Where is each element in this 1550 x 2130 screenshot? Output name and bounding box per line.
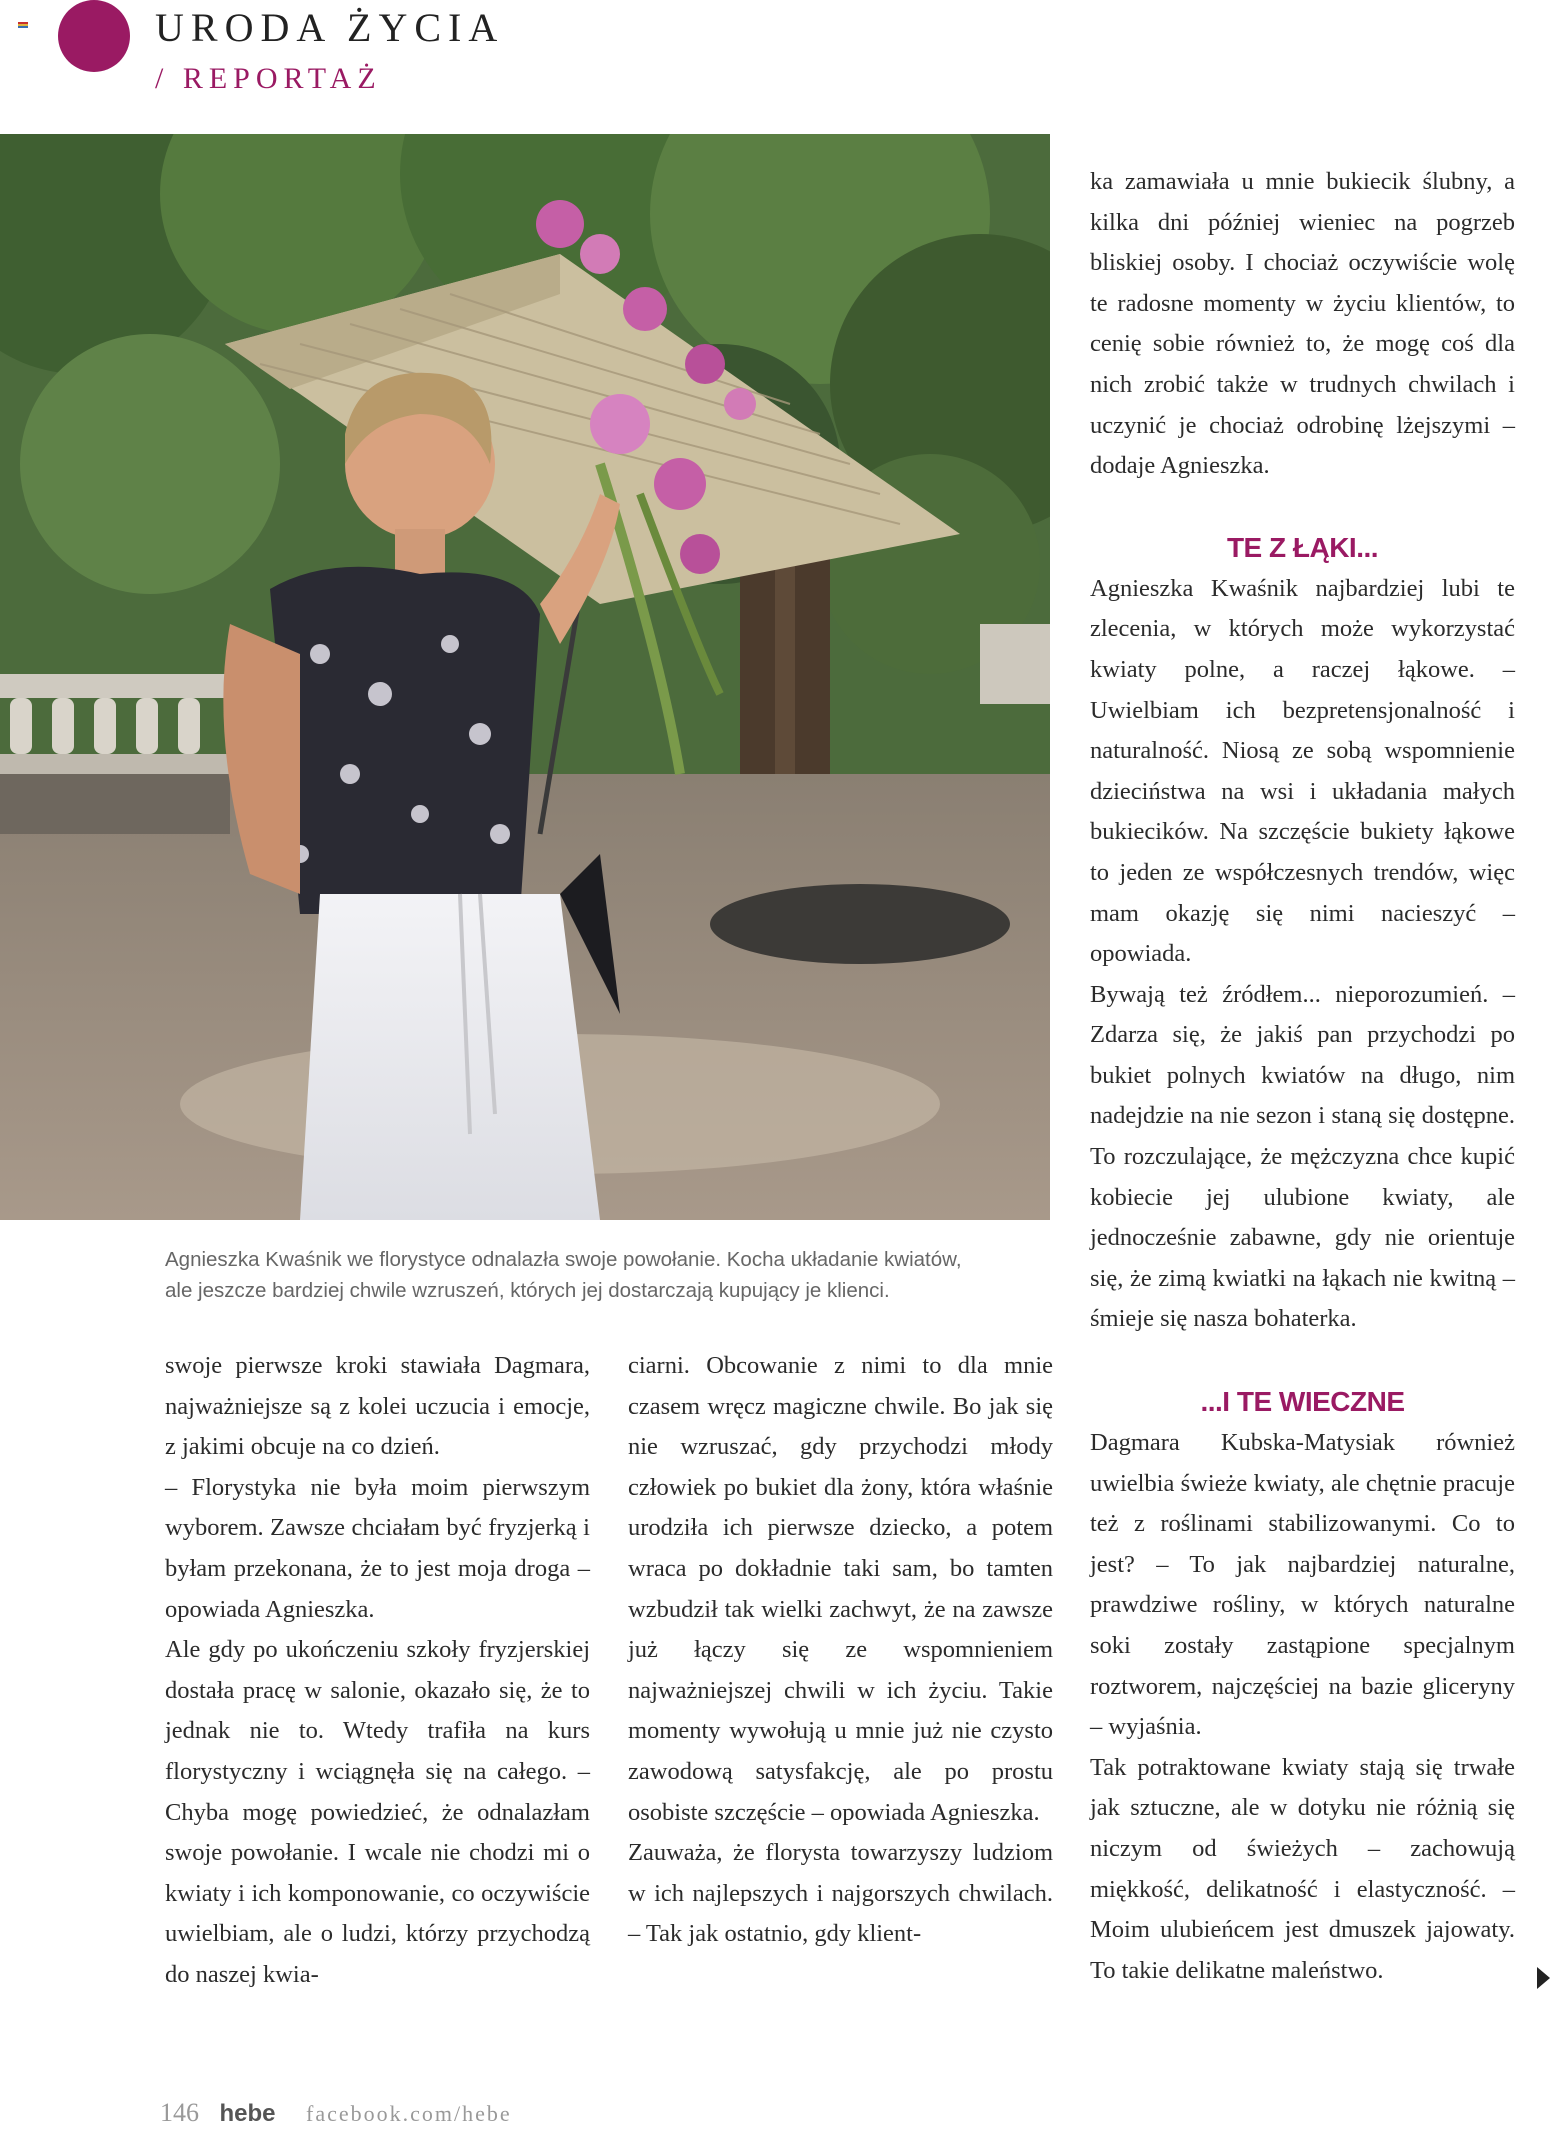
paragraph: Tak potraktowane kwiaty stają się trwałe jak sztuczne, ale w dotyku nie różnią się niczym od świeżych – zachowują miękkość, delikatność i elastyczność. – Moim ulubieńcem jest dmuszek jajowaty. To takie delikatne maleństwo. — [1090, 1753, 1515, 1984]
footer-link[interactable]: facebook.com/hebe — [306, 2101, 512, 2126]
page-number: 146 — [160, 2098, 199, 2127]
article-photo — [0, 134, 1050, 1220]
subheading: ...I TE WIECZNE — [1200, 1386, 1405, 1418]
paragraph: swoje pierwsze kroki stawiała Dagmara, najważniejsze są z kolei uczucia i emocje, z jakimi obcuje na co dzień. — [165, 1352, 590, 1461]
subheading: TE Z ŁĄKI... — [1226, 531, 1379, 563]
paragraph: Agnieszka Kwaśnik najbardziej lubi te zlecenia, w których może wykorzystać kwiaty polne, a raczej łąkowe. – Uwielbiam ich bezpretensjonalność i naturalność. Niosą ze sobą wspomnienie dzieciństwa na wsi i układania małych bukiecików. Na szczęście bukiety łąkowe to jeden ze współczesnych trendów, więc mam okazję się nimi nacieszyć – opowiada. — [1090, 574, 1515, 968]
flag-icon — [18, 22, 28, 28]
paragraph: – Florystyka nie była moim pierwszym wyborem. Zawsze chciałam być fryzjerką i byłam przekonana, że to jest moja droga – opowiada Agnieszka. — [165, 1473, 590, 1623]
paragraph: Ale gdy po ukończeniu szkoły fryzjerskiej dostała pracę w salonie, okazało się, że to jednak nie to. Wtedy trafiła na kurs florystyczny i wciągnęła się na całego. – Chyba mogę powiedzieć, że odnalazłam swoje powołanie. I wcale nie chodzi mi o kwiaty i ich komponowanie, co oczywiście uwielbiam, ale o ludzi, którzy przychodzą do naszej kwia- — [165, 1636, 590, 1988]
page-footer — [160, 2098, 512, 2128]
paragraph: Bywają też źródłem... nieporozumień. – Zdarza się, że jakiś pan przychodzi po bukiet polnych kwiatów na długo, nim nadejdzie na nie sezon i staną się dostępne. To rozczulające, że mężczyzna chce kupić kobiecie jej ulubione kwiaty, ale jednocześnie zabawne, gdy nie orientuje się, że zimą kwiatki na łąkach nie kwitną – śmieje się nasza bohaterka. — [1090, 980, 1515, 1333]
photo-caption — [165, 1244, 1025, 1306]
caption-line: ale jeszcze bardziej chwile wzruszeń, których jej dostarczają kupujący je klienci. — [165, 1279, 890, 1302]
section-title: URODA ŻYCIA — [155, 5, 505, 50]
paragraph: Dagmara Kubska-Matysiak również uwielbia świeże kwiaty, ale chętnie pracuje też z roślinami stabilizowanymi. Co to jest? – To jak najbardziej naturalne, prawdziwe rośliny, w których naturalne soki zostały zastąpione specjalnym roztworem, najczęściej na bazie gliceryny – wyjaśnia. — [1090, 1429, 1515, 1741]
article-column-1 — [165, 1346, 590, 1996]
section-subtitle: / REPORTAŻ — [155, 62, 382, 95]
paragraph: ciarni. Obcowanie z nimi to dla mnie czasem wręcz magiczne chwile. Bo jak się nie wzruszać, gdy przychodzi młody człowiek po bukiet dla żony, która właśnie urodziła ich pierwsze dziecko, a potem wraca po dokładnie taki sam, bo tamten wzbudził tak wielki zachwyt, że na zawsze już łączy się ze wspomnieniem najważniejszej chwili w ich życiu. Takie momenty wywołują u mnie już nie czysto zawodową satysfakcję, ale po prostu osobiste szczęście – opowiada Agnieszka. — [628, 1352, 1053, 1826]
footer-brand: hebe — [219, 2100, 276, 2127]
caption-line: Agnieszka Kwaśnik we florystyce odnalazła swoje powołanie. Kocha układanie kwiatów, — [165, 1248, 962, 1271]
article-column-2 — [628, 1346, 1053, 1955]
next-page-arrow-icon[interactable] — [1537, 1967, 1550, 1989]
paragraph: ka zamawiała u mnie bukiecik ślubny, a kilka dni później wieniec na pogrzeb bliskiej osoby. I chociaż oczywiście wolę te radosne momenty w życiu klientów, to cenię sobie również to, że mogę coś dla nich zrobić także w trudnych chwilach i uczynić je chociaż odrobinę lżejszymi – dodaje Agnieszka. — [1090, 168, 1515, 480]
article-column-3 — [1090, 162, 1515, 1991]
section-circle-badge — [58, 0, 130, 72]
paragraph: Zauważa, że florysta towarzyszy ludziom w ich najlepszych i najgorszych chwilach. – Tak jak ostatnio, gdy klient- — [628, 1839, 1053, 1948]
